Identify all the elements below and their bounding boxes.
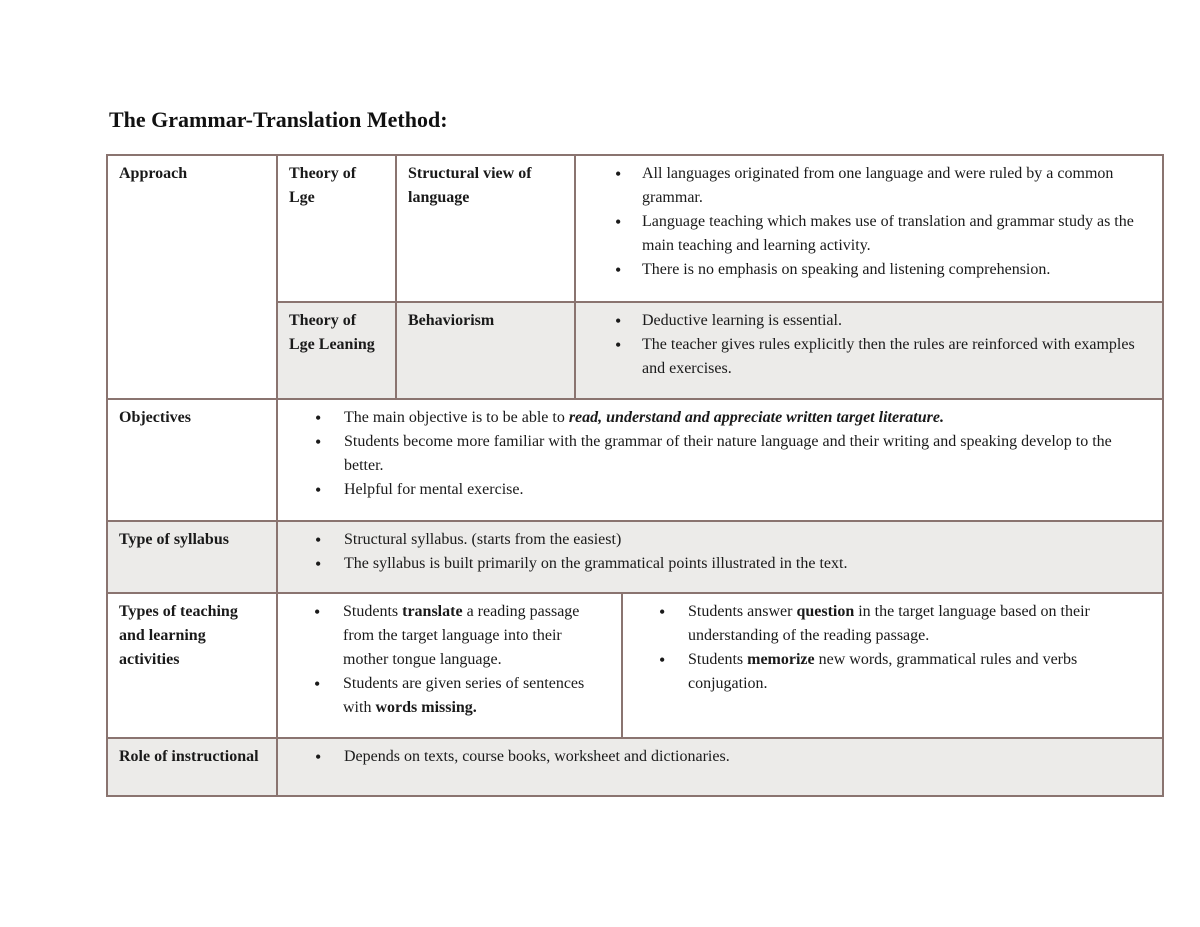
method-table [106, 154, 1164, 797]
list-item: • The teacher gives rules explicitly then the rules are reinforced with examples and exercises. [587, 333, 1152, 381]
activity-text: Students [343, 603, 403, 620]
list-item [289, 672, 611, 720]
row-label-objectives: Objectives [107, 399, 277, 521]
list-item: • Helpful for mental exercise. [289, 478, 1152, 502]
list-item [289, 600, 611, 672]
activity-emphasis: memorize [747, 651, 815, 668]
materials-notes [277, 738, 1163, 796]
activity-emphasis: words missing. [375, 699, 477, 716]
objective-text: The main objective is to be able to [344, 409, 569, 426]
list-item: • All languages originated from one language and were ruled by a common grammar. [587, 162, 1152, 210]
activity-text: Students are given series of sentences with [343, 675, 585, 716]
list-item: • The syllabus is built primarily on the grammatical points illustrated in the text. [289, 552, 1152, 576]
objectives-notes [277, 399, 1163, 521]
syllabus-notes [277, 521, 1163, 593]
activity-emphasis: translate [402, 603, 463, 620]
activity-text: Students answer [688, 603, 797, 620]
list-item: • Language teaching which makes use of translation and grammar study as the main teaching and learning activity. [587, 210, 1152, 258]
activities-left-notes [277, 593, 622, 738]
row-label-syllabus: Type of syllabus [107, 521, 277, 593]
table-row [107, 738, 1163, 796]
theory-of-learning-notes [575, 302, 1163, 399]
table-row [107, 155, 1163, 302]
structural-view-label: Structural view of language [396, 155, 575, 302]
activity-emphasis: question [796, 603, 855, 620]
behaviorism-label: Behaviorism [396, 302, 575, 399]
list-item: • Depends on texts, course books, worksheet and dictionaries. [289, 745, 1152, 769]
row-label-materials: Role of instructional [107, 738, 277, 796]
table-row [107, 593, 1163, 738]
row-label-activities: Types of teaching and learning activities [107, 593, 277, 738]
activity-text: Students [688, 651, 748, 668]
activities-right-notes [622, 593, 1163, 738]
list-item: • Deductive learning is essential. [587, 309, 1152, 333]
table-row [107, 521, 1163, 593]
activity-text: a reading passage from the target language into their mother tongue language. [343, 603, 580, 668]
list-item [289, 406, 1152, 430]
theory-of-learning-label: Theory of Lge Leaning [277, 302, 396, 399]
list-item [634, 648, 1152, 696]
activity-text: in the target language based on their understanding of the reading passage. [688, 603, 1090, 644]
list-item: • There is no emphasis on speaking and listening comprehension. [587, 258, 1152, 282]
activity-text: new words, grammatical rules and verbs conjugation. [688, 651, 1078, 692]
list-item: • Structural syllabus. (starts from the easiest) [289, 528, 1152, 552]
theory-of-language-label: Theory of Lge [277, 155, 396, 302]
table-row [107, 399, 1163, 521]
row-label-approach: Approach [107, 155, 277, 399]
list-item [634, 600, 1152, 648]
theory-of-language-notes [575, 155, 1163, 302]
list-item: • Students become more familiar with the grammar of their nature language and their writing and speaking develop to the better. [289, 430, 1152, 478]
document-title: The Grammar-Translation Method: [109, 107, 448, 132]
objective-emphasis: read, understand and appreciate written target literature. [568, 409, 944, 426]
